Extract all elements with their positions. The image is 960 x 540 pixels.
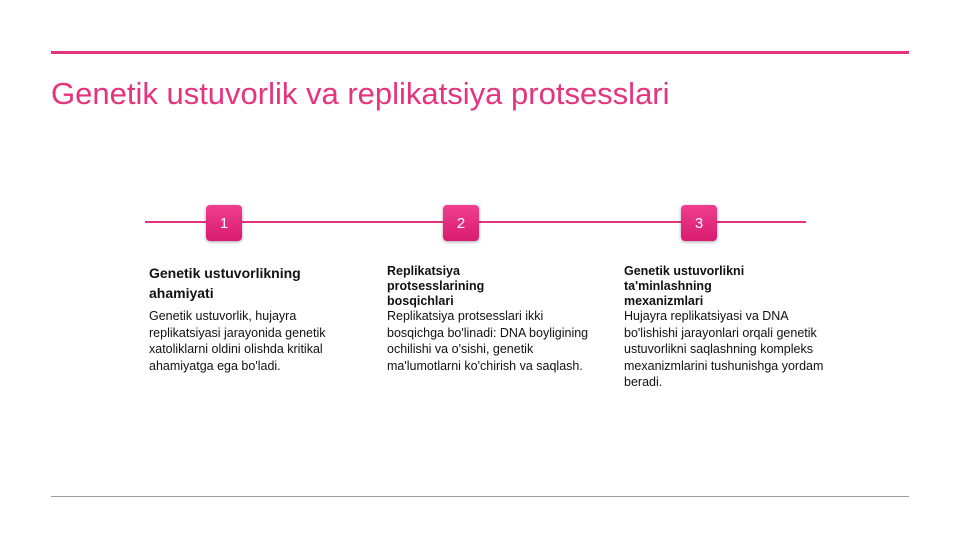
top-accent-rule: [51, 51, 909, 54]
step-1-marker: 1: [206, 205, 242, 241]
step-1-heading: Genetik ustuvorlikning ahamiyati: [149, 265, 301, 301]
step-1-body: Genetik ustuvorlik, hujayra replikatsiyasi jarayonida genetik xatoliklarni oldini olishda kritikal ahamiyatga ega bo'ladi.: [149, 309, 326, 373]
step-3-body: Hujayra replikatsiyasi va DNA bo'lishishi jarayonlari orqali genetik ustuvorlikni saqlashning kompleks mexanizmlarini tushunishga yordam beradi.: [624, 309, 824, 389]
step-3-marker: 3: [681, 205, 717, 241]
step-2-marker: 2: [443, 205, 479, 241]
step-2-heading: Replikatsiya protsesslarining bosqichlari: [387, 264, 485, 308]
slide-title: Genetik ustuvorlik va replikatsiya protsesslari: [51, 76, 670, 111]
step-3-heading: Genetik ustuvorlikni ta'minlashning mexanizmlari: [624, 264, 745, 308]
bottom-divider: [51, 496, 909, 497]
step-2-body: Replikatsiya protsesslari ikki bosqichga bo'linadi: DNA boyligining ochilishi va o'sishi, genetik ma'lumotlarni ko'chirish va saqlash.: [387, 309, 589, 373]
